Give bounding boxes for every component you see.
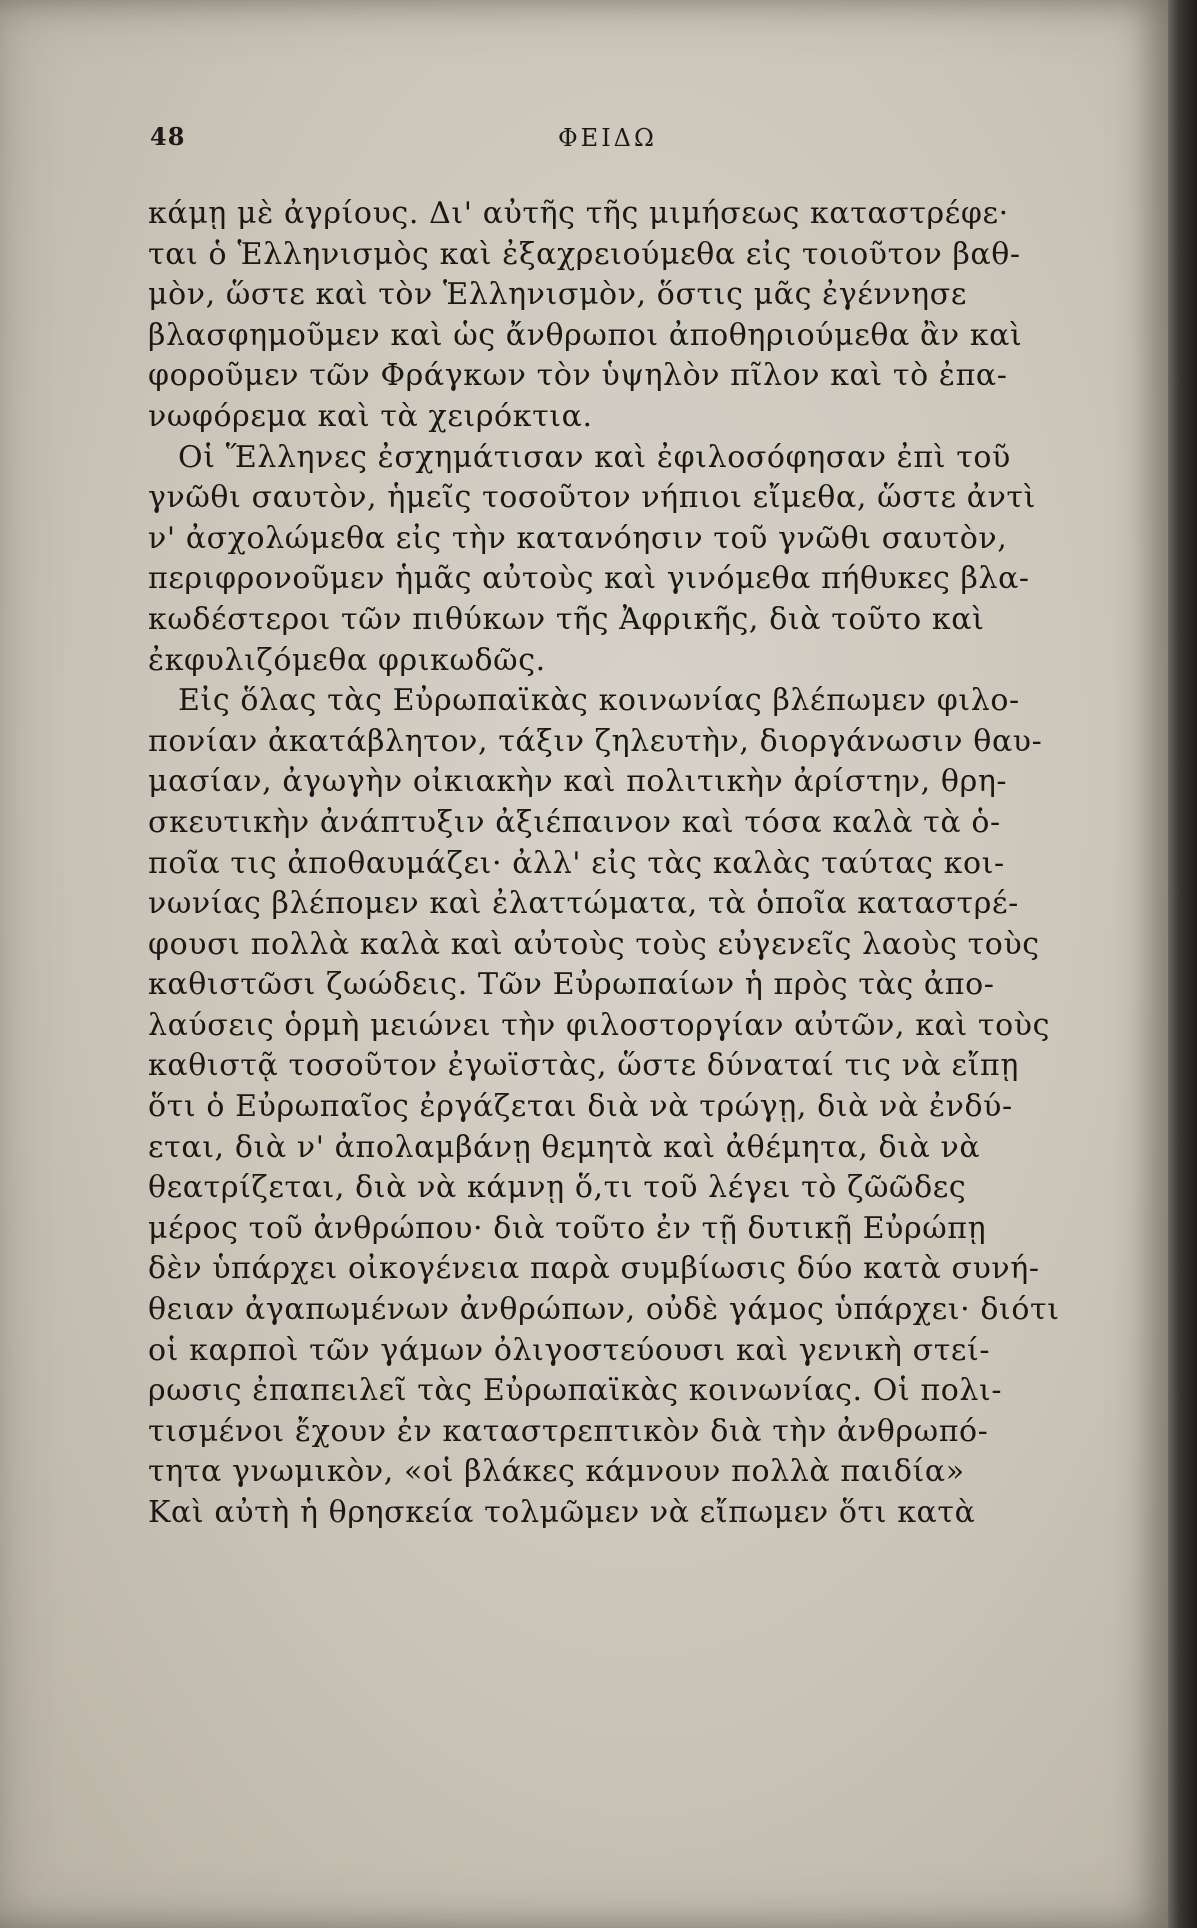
text-line: νωφόρεμα καὶ τὰ χειρόκτια. [148,398,593,434]
book-gutter-edge [1168,0,1197,1928]
text-line: ρωσις ἐπαπειλεῖ τὰς Εὐρωπαϊκὰς κοινωνίας. Οἱ πολι- [148,1373,1003,1409]
running-head: ΦΕΙΔΩ [558,124,657,152]
text-line: ποῖα τις ἀποθαυμάζει· ἀλλ' εἰς τὰς καλὰς ταύτας κοι- [148,845,1005,881]
text-line: ν' ἀσχολώμεθα εἰς τὴν κατανόησιν τοῦ γνῶθι σαυτὸν, [148,520,1008,556]
text-line: σκευτικὴν ἀνάπτυξιν ἀξιέπαινον καὶ τόσα καλὰ τὰ ὁ- [148,804,1001,840]
text-line: εται, διὰ ν' ἀπολαμβάνῃ θεμητὰ καὶ ἀθέμητα, διὰ νὰ [148,1129,981,1165]
text-line: μὸν, ὥστε καὶ τὸν Ἑλληνισμὸν, ὅστις μᾶς ἐγέννησε [148,277,967,313]
text-line: λαύσεις ὁρμὴ μειώνει τὴν φιλοστοργίαν αὐτῶν, καὶ τοὺς [148,1007,1051,1043]
text-line: καθιστῶσι ζωώδεις. Τῶν Εὐρωπαίων ἡ πρὸς τὰς ἀπο- [148,967,995,1003]
text-line: δὲν ὑπάρχει οἰκογένεια παρὰ συμβίωσις δύο κατὰ συνή- [148,1251,1040,1287]
text-line: νωνίας βλέπομεν καὶ ἐλαττώματα, τὰ ὁποῖα καταστρέ- [148,886,1019,922]
text-line: Καὶ αὐτὴ ἡ θρησκεία τολμῶμεν νὰ εἴπωμεν ὅτι κατὰ [148,1495,976,1530]
page-number: 48 [150,122,186,151]
text-line: κωδέστεροι τῶν πιθύκων τῆς Ἀφρικῆς, διὰ τοῦτο καὶ [148,601,985,637]
text-line: ὅτι ὁ Εὐρωπαῖος ἐργάζεται διὰ νὰ τρώγῃ, διὰ νὰ ἐνδύ- [148,1089,1013,1125]
text-line: τητα γνωμικὸν, «οἱ βλάκες κάμνουν πολλὰ παιδία» [148,1454,965,1490]
text-line: Οἱ Ἕλληνες ἐσχημάτισαν καὶ ἐφιλοσόφησαν ἐπὶ τοῦ [178,439,1011,475]
text-line: βλασφημοῦμεν καὶ ὡς ἄνθρωποι ἀποθηριούμεθα ἂν καὶ [148,317,1023,353]
text-line: τισμένοι ἔχουν ἐν καταστρεπτικὸν διὰ τὴν ἀνθρωπό- [148,1413,989,1449]
text-line: φουσι πολλὰ καλὰ καὶ αὐτοὺς τοὺς εὐγενεῖς λαοὺς τοὺς [148,926,1040,962]
text-line: Εἰς ὅλας τὰς Εὐρωπαϊκὰς κοινωνίας βλέπωμεν φιλο- [178,683,1020,719]
text-line: κάμῃ μὲ ἀγρίους. Δι' αὐτῆς τῆς μιμήσεως καταστρέφε· [148,196,1009,231]
text-line: ται ὁ Ἑλληνισμὸς καὶ ἐξαχρειούμεθα εἰς τοιοῦτον βαθ- [148,236,1021,272]
text-line: γνῶθι σαυτὸν, ἡμεῖς τοσοῦτον νήπιοι εἴμεθα, ὥστε ἀντὶ [148,480,1036,516]
text-line: μασίαν, ἀγωγὴν οἰκιακὴν καὶ πολιτικὴν ἀρίστην, θρη- [148,764,1008,800]
body-text [148,194,1113,1534]
text-line: φοροῦμεν τῶν Φράγκων τὸν ὑψηλὸν πῖλον καὶ τὸ ἐπα- [148,358,1008,394]
text-line: ἐκφυλιζόμεθα φρικωδῶς. [148,642,546,678]
page-header [150,122,1050,172]
text-line: θεατρίζεται, διὰ νὰ κάμνῃ ὅ,τι τοῦ λέγει τὸ ζῶῶδες [148,1170,967,1206]
text-line: θειαν ἀγαπωμένων ἀνθρώπων, οὐδὲ γάμος ὑπάρχει· διότι [148,1292,1060,1328]
text-line: καθιστᾷ τοσοῦτον ἐγωϊστὰς, ὥστε δύναταί τις νὰ εἴπῃ [148,1048,1019,1084]
text-line: περιφρονοῦμεν ἡμᾶς αὐτοὺς καὶ γινόμεθα πήθυκες βλα- [148,561,1030,597]
text-line: πονίαν ἀκατάβλητον, τάξιν ζηλευτὴν, διοργάνωσιν θαυ- [148,723,1043,759]
text-line: μέρος τοῦ ἀνθρώπου· διὰ τοῦτο ἐν τῇ δυτικῇ Εὐρώπῃ [148,1210,987,1246]
text-line: οἱ καρποὶ τῶν γάμων ὀλιγοστεύουσι καὶ γενικὴ στεί- [148,1332,991,1368]
